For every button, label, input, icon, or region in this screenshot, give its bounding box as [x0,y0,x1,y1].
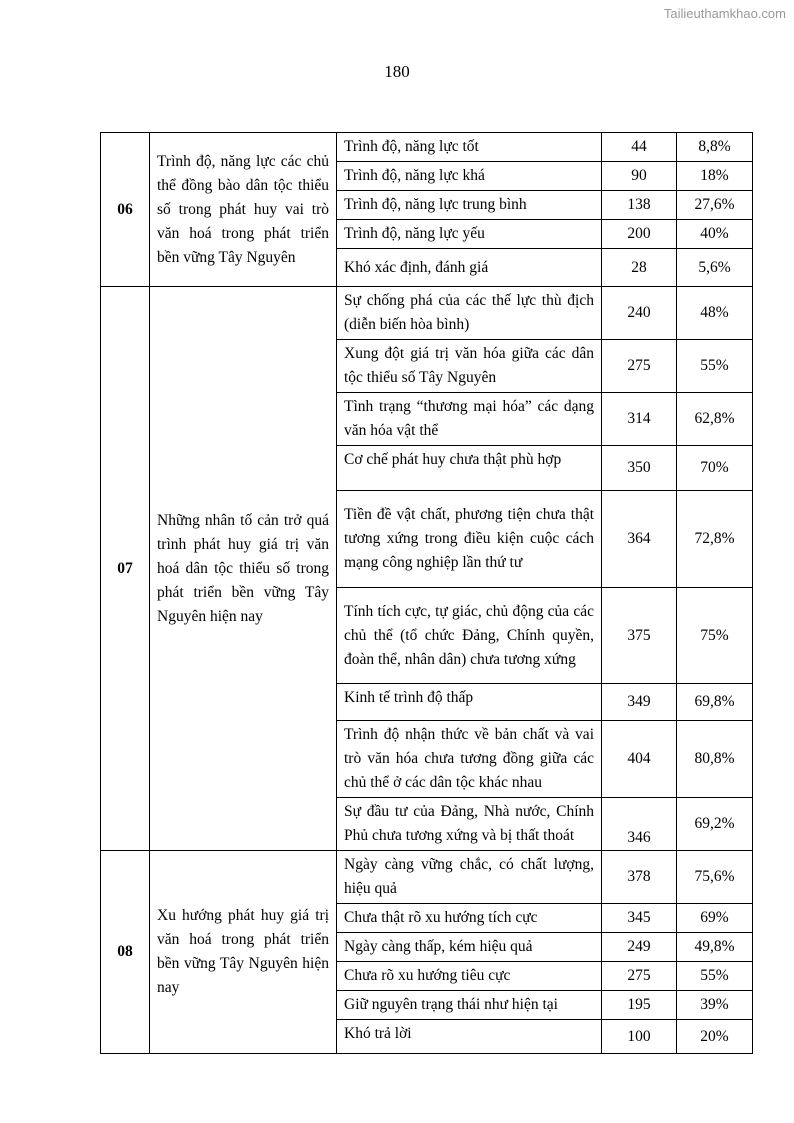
group-topic: Trình độ, năng lực các chủ thể đồng bào dân tộc thiểu số trong phát huy vai trò văn hoá trong phát triển bền vững Tây Nguyên [150,133,337,287]
percent-cell: 27,6% [677,191,753,220]
percent-cell: 75% [677,588,753,684]
table-row [101,133,753,162]
group-number: 08 [101,851,150,1054]
percent-cell: 40% [677,220,753,249]
option-cell: Chưa thật rõ xu hướng tích cực [337,904,602,933]
percent-cell: 69% [677,904,753,933]
percent-cell: 75,6% [677,851,753,904]
group-number: 06 [101,133,150,287]
survey-table [100,132,753,1054]
count-cell: 100 [602,1020,677,1054]
count-cell: 378 [602,851,677,904]
count-cell: 28 [602,249,677,287]
count-cell: 346 [602,798,677,851]
watermark: Tailieuthamkhao.com [663,6,786,21]
option-cell: Khó xác định, đánh giá [337,249,602,287]
table-row [101,851,753,904]
option-cell: Kinh tế trình độ thấp [337,684,602,721]
option-cell: Trình độ, năng lực khá [337,162,602,191]
option-cell: Tình trạng “thương mại hóa” các dạng văn hóa vật thể [337,393,602,446]
percent-cell: 72,8% [677,491,753,588]
count-cell: 44 [602,133,677,162]
option-cell: Giữ nguyên trạng thái như hiện tại [337,991,602,1020]
percent-cell: 55% [677,340,753,393]
option-cell: Ngày càng thấp, kém hiệu quả [337,933,602,962]
percent-cell: 80,8% [677,721,753,798]
percent-cell: 55% [677,962,753,991]
count-cell: 240 [602,287,677,340]
percent-cell: 62,8% [677,393,753,446]
count-cell: 349 [602,684,677,721]
option-cell: Sự chống phá của các thế lực thù địch (diễn biến hòa bình) [337,287,602,340]
count-cell: 195 [602,991,677,1020]
option-cell: Trình độ, năng lực trung bình [337,191,602,220]
percent-cell: 8,8% [677,133,753,162]
group-number: 07 [101,287,150,851]
count-cell: 350 [602,446,677,491]
option-cell: Trình độ, năng lực tốt [337,133,602,162]
option-cell: Trình độ, năng lực yếu [337,220,602,249]
count-cell: 345 [602,904,677,933]
percent-cell: 69,2% [677,798,753,851]
option-cell: Xung đột giá trị văn hóa giữa các dân tộc thiểu số Tây Nguyên [337,340,602,393]
percent-cell: 5,6% [677,249,753,287]
count-cell: 138 [602,191,677,220]
percent-cell: 49,8% [677,933,753,962]
percent-cell: 20% [677,1020,753,1054]
count-cell: 249 [602,933,677,962]
count-cell: 90 [602,162,677,191]
count-cell: 275 [602,962,677,991]
option-cell: Cơ chế phát huy chưa thật phù hợp [337,446,602,491]
option-cell: Sự đầu tư của Đảng, Nhà nước, Chính Phủ chưa tương xứng và bị thất thoát [337,798,602,851]
option-cell: Trình độ nhận thức về bản chất và vai trò văn hóa chưa tương đồng giữa các chủ thể ở các dân tộc khác nhau [337,721,602,798]
option-cell: Tính tích cực, tự giác, chủ động của các chủ thể (tổ chức Đảng, Chính quyền, đoàn thể, nhân dân) chưa tương xứng [337,588,602,684]
percent-cell: 18% [677,162,753,191]
count-cell: 404 [602,721,677,798]
percent-cell: 69,8% [677,684,753,721]
option-cell: Chưa rõ xu hướng tiêu cực [337,962,602,991]
group-topic: Những nhân tố cản trở quá trình phát huy giá trị văn hoá dân tộc thiểu số trong phát triển bền vững Tây Nguyên hiện nay [150,287,337,851]
percent-cell: 70% [677,446,753,491]
count-cell: 375 [602,588,677,684]
option-cell: Tiền đề vật chất, phương tiện chưa thật tương xứng trong điều kiện cuộc cách mạng công nghiệp lần thứ tư [337,491,602,588]
percent-cell: 48% [677,287,753,340]
count-cell: 275 [602,340,677,393]
option-cell: Khó trả lời [337,1020,602,1054]
page-number: 180 [384,62,410,81]
table-row [101,287,753,340]
group-topic: Xu hướng phát huy giá trị văn hoá trong phát triển bền vững Tây Nguyên hiện nay [150,851,337,1054]
count-cell: 200 [602,220,677,249]
option-cell: Ngày càng vững chắc, có chất lượng, hiệu quả [337,851,602,904]
count-cell: 314 [602,393,677,446]
percent-cell: 39% [677,991,753,1020]
count-cell: 364 [602,491,677,588]
